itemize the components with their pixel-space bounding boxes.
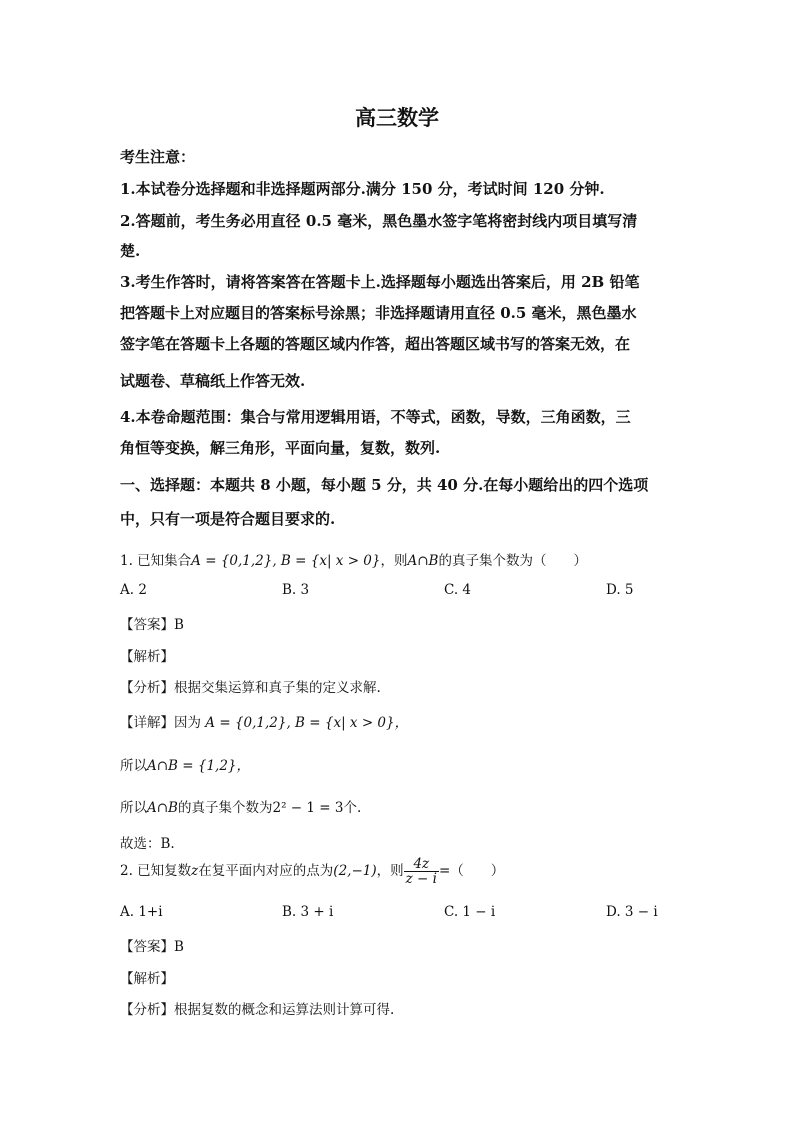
question-1-fenxi: 【分析】根据交集运算和真子集的定义求解. <box>120 680 381 696</box>
question-1-step-2-calc: 2² − 1 = 3 <box>272 800 344 816</box>
question-2-option-a: A. 1+i <box>120 904 163 920</box>
question-2-analysis-label: 【解析】 <box>120 971 174 987</box>
question-1-choose: 故选：B. <box>120 836 175 852</box>
question-1-step-1-prefix: 所以 <box>120 758 147 774</box>
question-2-answer: 【答案】B <box>120 939 184 955</box>
question-1-suffix-2: 的真子集个数为（ ） <box>438 553 587 569</box>
question-1-option-c: C. 4 <box>444 582 472 598</box>
question-2-eq: =（ ） <box>438 863 505 880</box>
notice-line-4: 3.考生作答时，请将答案答在答题卡上.选择题每小题选出答案后，用 2B 铅笔 <box>120 273 640 291</box>
question-1-expr: A∩B <box>407 553 439 569</box>
question-1-step-1-expr: A∩B = {1,2}， <box>147 758 251 774</box>
question-1-prefix: 1. 已知集合 <box>120 553 192 569</box>
question-1-set-b: , B = {x| x > 0} <box>272 553 381 569</box>
section-heading-line-2: 中，只有一项是符合题目要求的. <box>120 510 336 528</box>
question-1-step-2-prefix: 所以 <box>120 800 147 816</box>
notice-line-3: 楚. <box>120 242 141 260</box>
question-2-prefix: 2. 已知复数 <box>120 863 192 880</box>
question-1-step-2-suffix: 个. <box>343 800 362 816</box>
question-1-analysis-label: 【解析】 <box>120 649 174 665</box>
question-2-var: z <box>191 863 199 880</box>
question-1-step-2 <box>120 796 361 816</box>
question-1-detail <box>120 711 408 731</box>
question-1-suffix-1: ，则 <box>380 553 408 569</box>
question-1-answer: 【答案】B <box>120 617 184 633</box>
question-2-fraction-numerator: 4z <box>404 857 439 872</box>
notice-line-1: 1.本试卷分选择题和非选择题两部分.满分 150 分，考试时间 120 分钟. <box>120 180 605 198</box>
section-heading-line-1: 一、选择题：本题共 8 小题，每小题 5 分，共 40 分.在每小题给出的四个选项 <box>120 476 649 494</box>
question-1-stem <box>120 549 587 569</box>
question-2-fraction <box>404 857 439 886</box>
page-title: 高三数学 <box>355 105 439 130</box>
question-2-option-d: D. 3 − i <box>606 904 658 920</box>
notice-line-8: 4.本卷命题范围：集合与常用逻辑用语，不等式，函数，导数，三角函数，三 <box>120 408 631 426</box>
question-1-step-1 <box>120 754 250 774</box>
question-2-point: (2,−1) <box>333 863 377 880</box>
question-1-option-a: A. 2 <box>120 582 147 598</box>
notice-line-5: 把答题卡上对应题目的答案标号涂黑；非选择题请用直径 0.5 毫米，黑色墨水 <box>120 304 637 322</box>
question-1-step-2-expr: A∩B <box>147 800 178 816</box>
question-2-fenxi: 【分析】根据复数的概念和运算法则计算可得. <box>120 1002 395 1018</box>
question-2-mid: 在复平面内对应的点为 <box>198 863 334 880</box>
notice-line-9: 角恒等变换，解三角形，平面向量，复数，数列. <box>120 439 441 457</box>
question-1-option-b: B. 3 <box>282 582 310 598</box>
notice-line-7: 试题卷、草稿纸上作答无效. <box>120 372 306 390</box>
question-2-then: ，则 <box>376 863 404 880</box>
question-1-option-d: D. 5 <box>606 582 634 598</box>
notice-heading: 考生注意： <box>120 148 196 166</box>
question-2-option-c: C. 1 − i <box>444 904 496 920</box>
question-2-stem <box>120 857 504 886</box>
question-2-option-b: B. 3 + i <box>282 904 334 920</box>
question-1-set-a: A = {0,1,2} <box>191 553 273 569</box>
notice-line-2: 2.答题前，考生务必用直径 0.5 毫米，黑色墨水签字笔将密封线内项目填写清 <box>120 212 638 230</box>
question-1-detail-label: 【详解】因为 <box>120 715 201 731</box>
notice-line-6: 签字笔在答题卡上各题的答题区域内作答，超出答题区域书写的答案无效，在 <box>120 335 631 353</box>
question-1-detail-expr: A = {0,1,2}, B = {x| x > 0}， <box>205 715 409 731</box>
question-1-step-2-mid: 的真子集个数为 <box>177 800 273 816</box>
question-2-fraction-denominator: z − i <box>405 871 437 888</box>
